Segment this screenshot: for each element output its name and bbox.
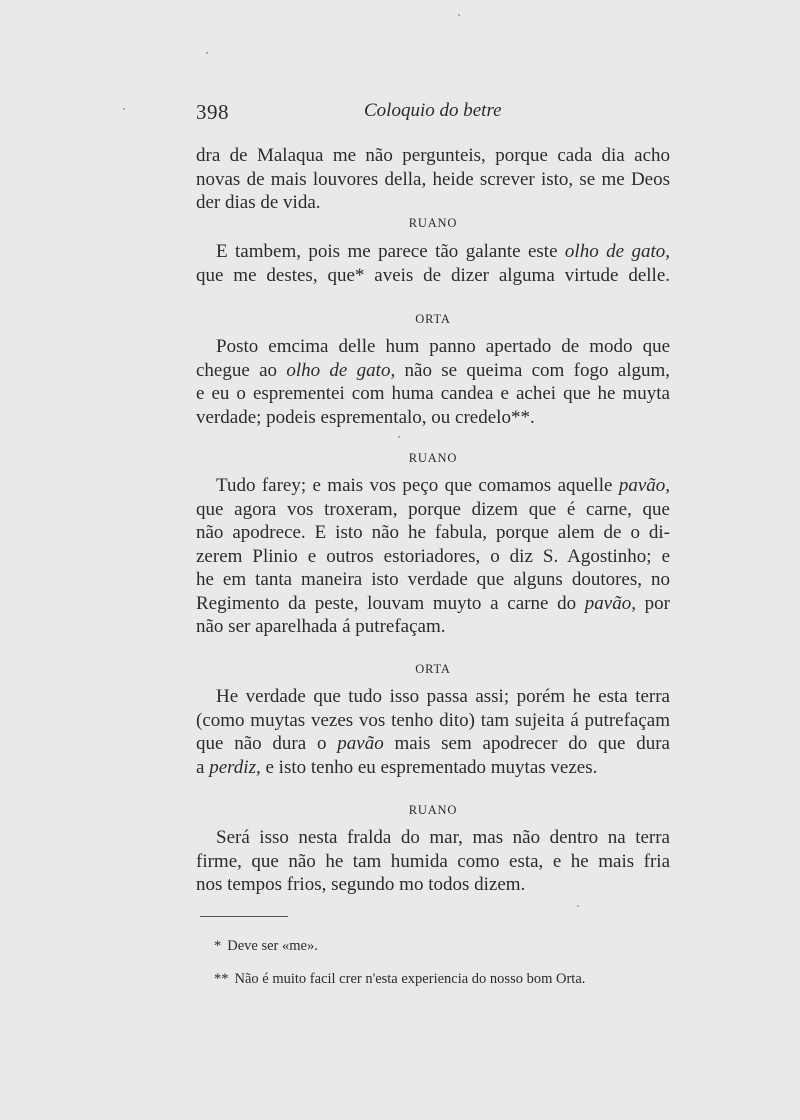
- page-header: [196, 100, 666, 130]
- paper-speck: [577, 905, 579, 907]
- speaker-name: ORTA: [415, 662, 451, 676]
- text-line: que me destes, que* aveis de dizer alguma virtude delle.: [196, 264, 670, 286]
- speaker-name: RUANO: [408, 451, 458, 465]
- text-line: não apodrece. E isto não he fabula, porque alem de o di-: [196, 522, 670, 543]
- text-line: não ser aparelhada á putrefaçam.: [196, 616, 446, 637]
- text-line: a perdiz, e isto tenho eu esprementado muytas vezes.: [196, 756, 598, 778]
- footnote-2: [214, 971, 585, 988]
- paper-speck: [398, 436, 400, 438]
- text-line: que não dura o pavão mais sem apodrecer do que dura: [196, 733, 670, 754]
- speaker-name: RUANO: [408, 803, 458, 817]
- paragraph-4: [196, 474, 670, 639]
- text-line: verdade; podeis esprementalo, ou credelo**.: [196, 406, 535, 428]
- paper-speck: [123, 108, 125, 110]
- paper-speck: [458, 14, 460, 16]
- paragraph-6: [196, 826, 670, 897]
- paragraph-1: [196, 144, 670, 215]
- text-line: Posto emcima delle hum panno apertado de modo que: [216, 336, 670, 357]
- page-number: 398: [196, 100, 229, 124]
- text-line: He verdade que tudo isso passa assi; porém he esta terra: [216, 686, 670, 707]
- text-line: (como muytas vezes vos tenho dito) tam sujeita á putrefaçam: [196, 709, 670, 731]
- footnote-text: Não é muito facil crer n'esta experiencia do nosso bom Orta.: [234, 971, 586, 987]
- text-line: firme, que não he tam humida como esta, e he mais fria: [196, 850, 670, 872]
- text-line: novas de mais louvores della, heide screver isto, se me Deos: [196, 168, 670, 190]
- paragraph-3: [196, 335, 670, 429]
- paragraph-5: [196, 685, 670, 779]
- running-title: Coloquio do betre: [364, 100, 502, 121]
- text-line: que agora vos troxeram, porque dizem que é carne, que: [196, 498, 670, 520]
- text-line: Será isso nesta fralda do mar, mas não dentro na terra: [216, 827, 670, 848]
- footnote-text: Deve ser «me».: [227, 938, 318, 954]
- text-line: E tambem, pois me parece tão galante este olho de gato,: [216, 241, 670, 262]
- text-line: nos tempos frios, segundo mo todos dizem.: [196, 874, 526, 895]
- footnote-1: [214, 938, 318, 955]
- speaker-name: ORTA: [415, 312, 451, 326]
- text-line: chegue ao olho de gato, não se queima com fogo algum,: [196, 359, 670, 381]
- paper-speck: [206, 52, 208, 54]
- text-line: he em tanta maneira isto verdade que alguns doutores, no: [196, 569, 670, 590]
- paragraph-2: [196, 240, 670, 287]
- footnote-separator: [200, 916, 288, 917]
- text-line: zerem Plinio e outros estoriadores, o diz S. Agostinho; e: [196, 545, 670, 567]
- text-line: Tudo farey; e mais vos peço que comamos aquelle pavão,: [216, 475, 670, 496]
- text-line: dra de Malaqua me não pergunteis, porque cada dia acho: [196, 145, 670, 166]
- footnote-mark: *: [214, 938, 222, 954]
- speaker-name: RUANO: [408, 216, 458, 230]
- text-line: e eu o esprementei com huma candea e achei que he muyta: [196, 383, 670, 404]
- footnote-mark: **: [214, 971, 229, 987]
- text-line: Regimento da peste, louvam muyto a carne do pavão, por: [196, 592, 670, 614]
- text-line: der dias de vida.: [196, 192, 321, 213]
